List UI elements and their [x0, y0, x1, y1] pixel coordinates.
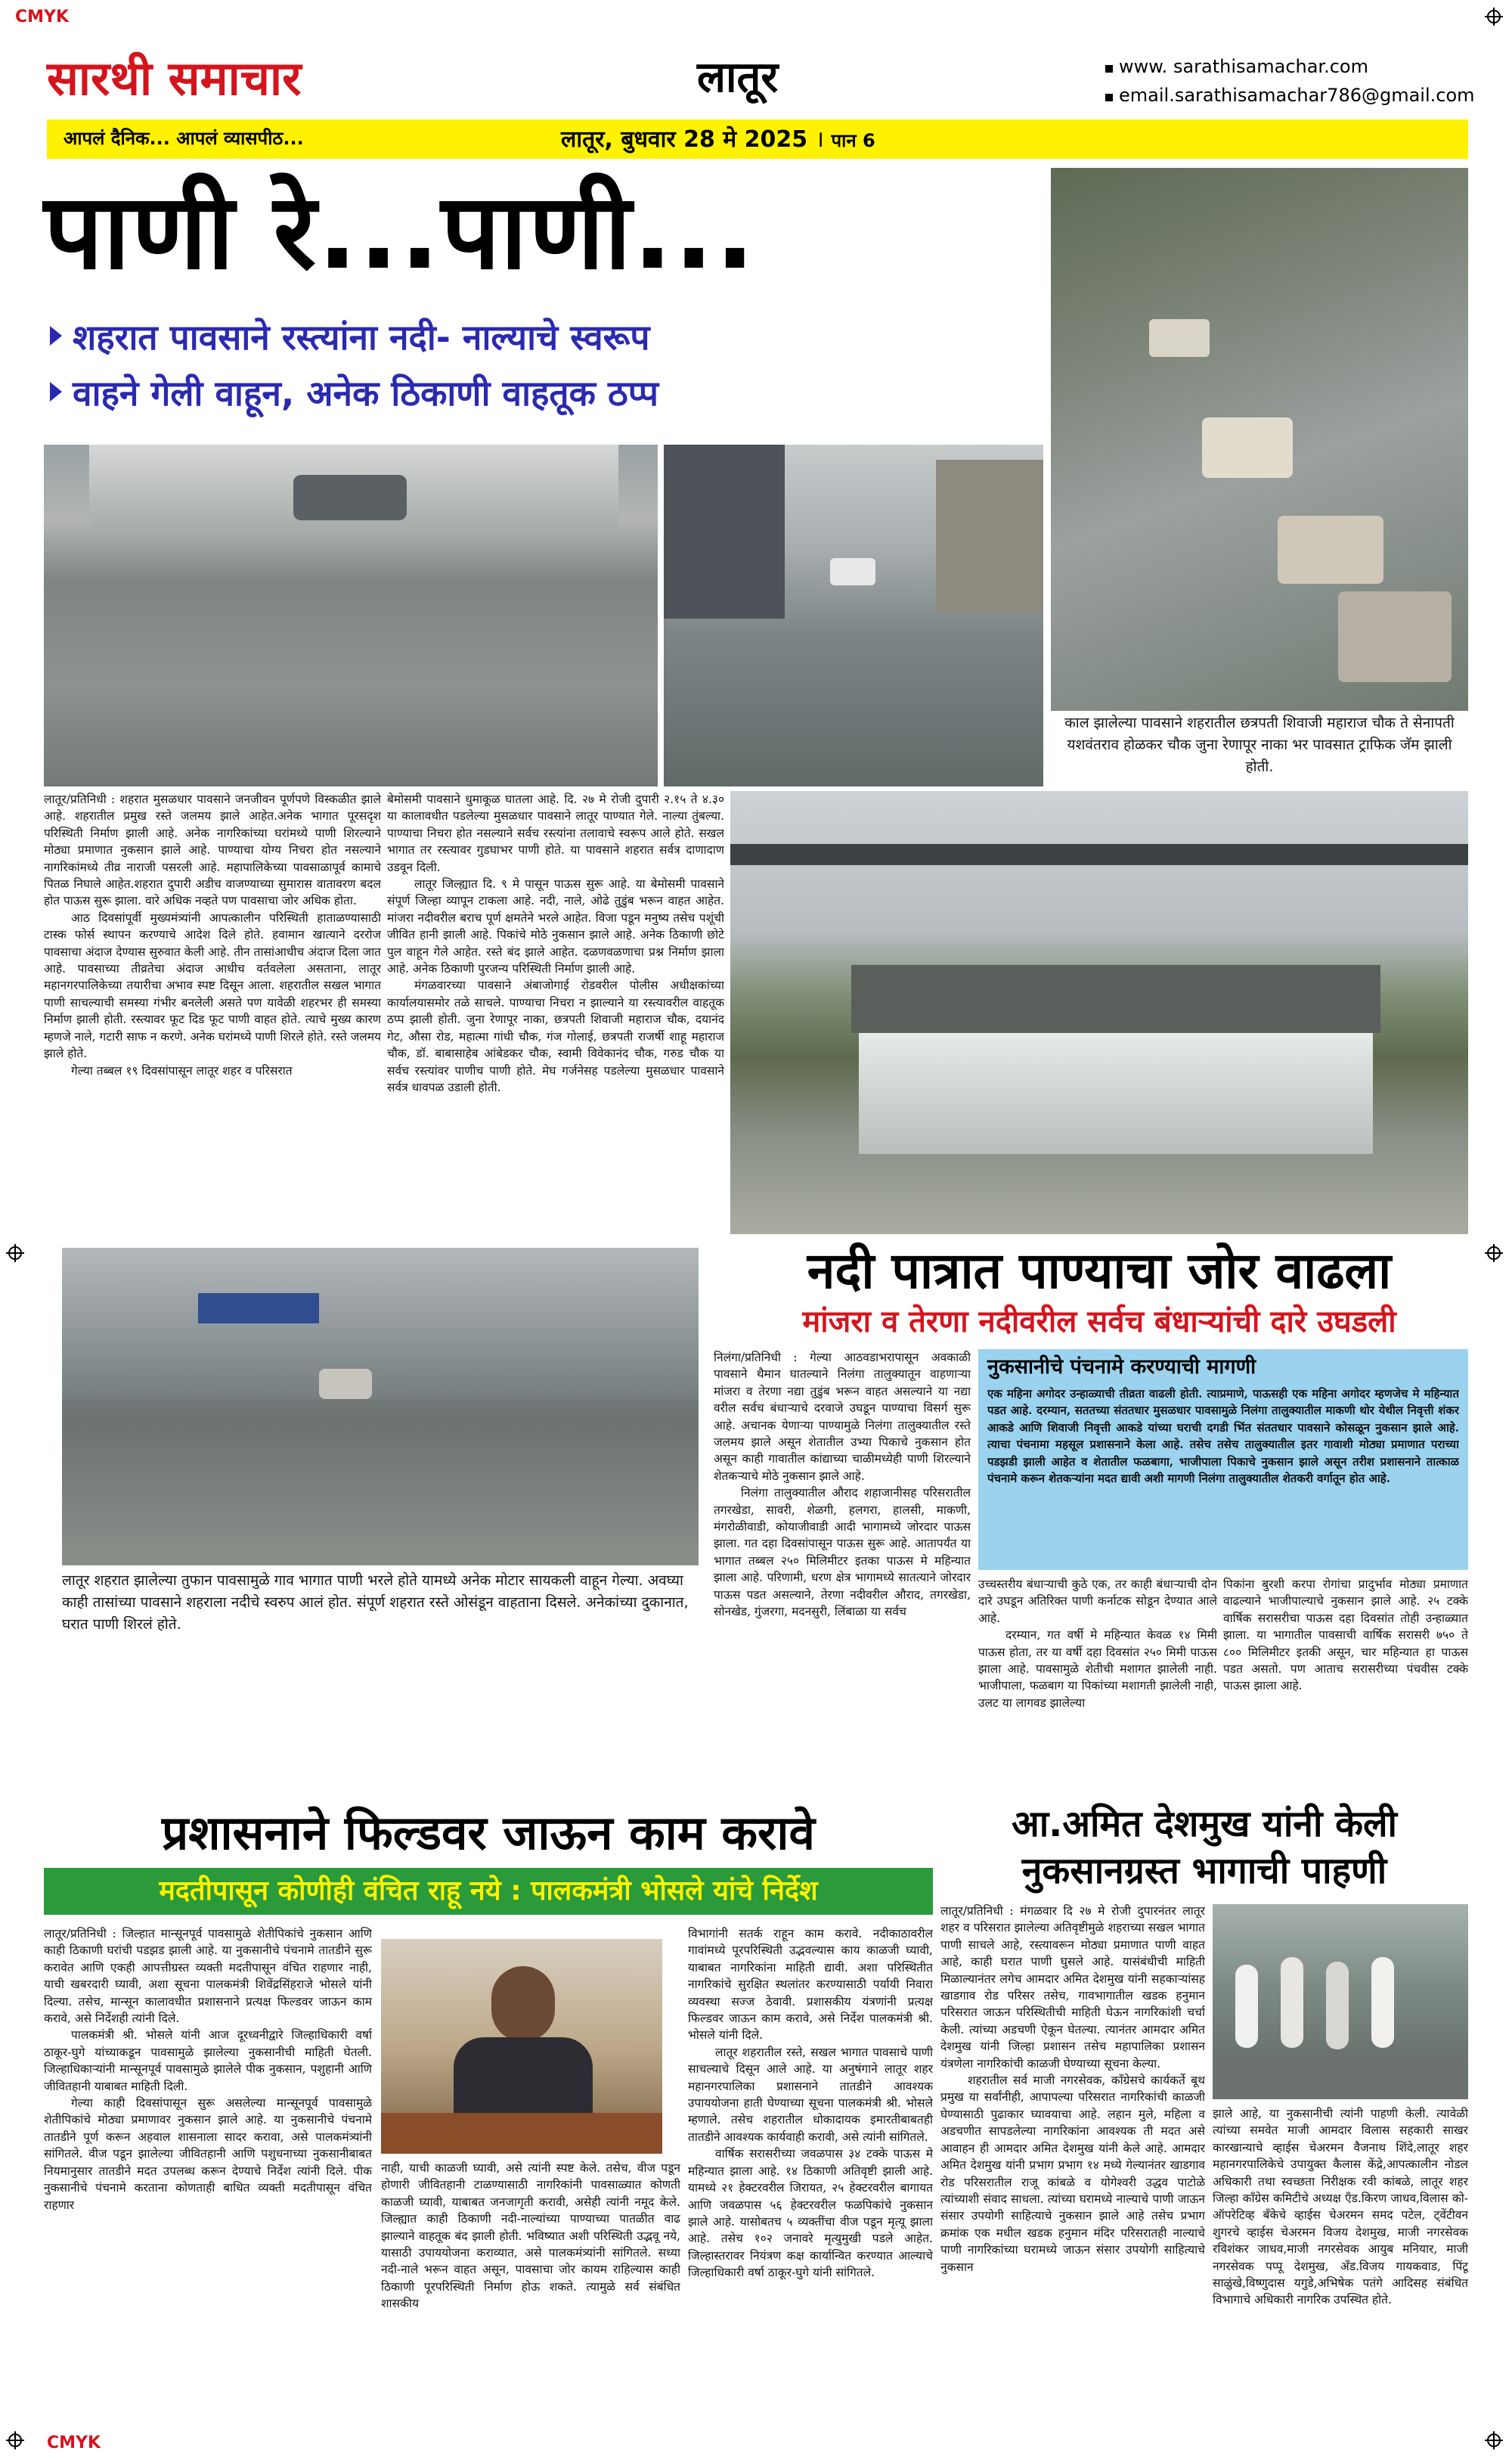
- bullet-icon: [50, 382, 62, 402]
- dateline: [561, 123, 875, 154]
- paragraph: शहरातील सर्व माजी नगरसेवक, कॉंग्रेसचे कार्यकर्ते बूथ प्रमुख या सर्वांनीही, आपापल्या परिसरात नागरिकांची काळजी घेण्यासाठी पुढाकार घ्यावयाचा आहे. लहान मुले, महिला व अडचणीत सापडलेल्या नागरिकांना आवश्यक ती मदत असे आवाहन ही आमदार अमित देशमुख यांनी केले आहे. आमदार अमित देशमुख यांनी प्रभाग प्रभाग १४ मध्ये गेल्यानंतर खाडगाव रोड परिसरातील राजू कांबळे व योगेश्वरी उद्धव पाटोळे त्यांच्याशी संवाद साधला. त्यांच्या घरामध्ये नाल्याचे पाणी जाऊन संसार उपयोगी साहित्याचे नुकसान झाले आहे तसेच प्रभाग क्रमांक एक मधील खडक हनुमान मंदिर परिसरातही नाल्याचे पाणी नागरिकांच्या घरामध्ये जाऊन संसार उपयोगी साहित्याचे नुकसान: [940, 2074, 1205, 2274]
- street-flood-photo: [664, 445, 1043, 786]
- web-icon: [1105, 65, 1113, 73]
- paragraph: पिकांना बुरशी करपा रोगांचा प्रादुर्भाव मोठ्या प्रमाणात वाढल्याने भाजीपाल्याचे नुकसान झाले आहे. २५ टक्के वार्षिक सरासरीचा पाऊस दहा दिवसांत तोही उन्हाळ्यात झाला. या भागातील पावसाची वार्षिक सरासरी ७५० ते ८०० मिलिमीटर इतकी असून, चार महिन्यात हा पाऊस पडत असतो. पण आताच सरासरीच्या पंचवीस टक्के पाऊस झाला आहे.: [1223, 1577, 1468, 1693]
- admin-headline: प्रशासनाने फिल्डवर जाऊन काम करावे: [162, 1805, 815, 1860]
- masthead-tagline: आपलं दैनिक... आपलं व्यासपीठ...: [64, 128, 304, 149]
- paragraph: निलंगा तालुक्यातील औराद शहाजानीसह परिसरातील तगरखेडा, सावरी, शेळगी, हलगरा, हालसी, माकणी, मंगरोळीवाडी, कोयाजीवाडी आदी भागामध्ये जोरदार पाऊस झाला. गत दहा दिवसांपासून पाऊस सुरू आहे. आतापर्यंत या भागात तब्बल २५० मिलिमीटर इतका पाऊस मे महिन्यात झाला आहे. परिणामी, धरण क्षेत्र भागामध्ये सातत्याने जोरदार पाऊस पडत असल्याने, तेरणा नदीवरील औराद, तगरखेडा, सोनखेड, गुंजरगा, मदनसुरी, लिंबाळा या सर्वच: [714, 1486, 971, 1619]
- masthead: [47, 44, 1475, 159]
- dam-gates-photo: [730, 791, 1468, 1234]
- dateline-date: लातूर, बुधवार 28 मे 2025: [561, 126, 808, 153]
- amit-column-1: [940, 1903, 1205, 2420]
- paragraph: गेल्या तब्बल १९ दिवसांपासून लातूर शहर व परिसरात: [71, 1063, 293, 1078]
- bullet-icon: [50, 326, 62, 346]
- paragraph: वार्षिक सरासरीच्या जवळपास ३४ टक्के पाऊस मे महिन्यात झाला आहे. १४ ठिकाणी अतिवृष्टी झाली आहे. यामध्ये २१ हेक्टरवरील जिरायत, २५ हेक्टरवरील बागायत आणि जवळपास ५६ हेक्टरवरील फळपिकांचे नुकसान झाले आहे. यासोबतच ५ व्यक्तींचा वीज पडून मृत्यू झाला आहे. तसेच १०२ जनावरे मृत्युमुखी पडले आहेत. जिल्हास्तरावर नियंत्रण कक्ष कार्यान्वित करण्यात आल्याचे जिल्हाधिकारी वर्षा ठाकूर-घुगे यांनी सांगितले.: [688, 2147, 933, 2280]
- river-headline: नदी पात्रात पाण्याचा जोर वाढला: [807, 1242, 1392, 1300]
- admin-column-2: [381, 2160, 680, 2420]
- demand-box-text: एक महिना अगोदर उन्हाळ्याची तीव्रता वाढली होती. त्याप्रमाणे, पाऊसही एक महिना अगोदर म्हणजेच मे महिन्यात पडत आहे. दरम्यान, सततच्या संततधार मुसळधार पावसामुळे निलंगा तालुक्यातील माकणी थोर येथील निवृत्ती शंकर आकडे आणि शिवाजी निवृत्ती आकडे यांच्या घराची दगडी भिंत संततधार पावसाने कोसळून नुकसान झाले आहे. त्याचा पंचनामा महसूल प्रशासनाने केला आहे. तसेच तसेच तालुक्यातील इतर गावाशी मोठ्या प्रमाणात पराच्या पडझडी झाली आहेत व शेतातील फळबागा, भाजीपाला पिकाचे नुकसान झाले असून तरीश प्रशासनाने तात्काळ पंचनामे करून शेतकऱ्यांना मदत द्यावी अशी मागणी निलंगा तालुक्यातील शेतकरी वर्गातून होत आहे.: [987, 1387, 1459, 1486]
- flooded-market-photo: [62, 1248, 699, 1565]
- newspaper-name: सारथी समाचार: [47, 51, 302, 106]
- admin-column-3: [688, 1925, 933, 2420]
- cmyk-bottom: CMYK: [47, 2434, 101, 2452]
- inspection-visit-photo: [1213, 1904, 1468, 2099]
- amit-headline-line-1: आ.अमित देशमुख यांनी केली: [1012, 1803, 1397, 1845]
- registration-mark: [1485, 8, 1503, 26]
- flooded-road-photo: [44, 445, 658, 786]
- demand-box-title: नुकसानीचे पंचनामे करण्याची मागणी: [987, 1355, 1256, 1379]
- paragraph: लातूर शहरातील रस्ते, सखल भागात पावसाचे पाणी साचल्याचे दिसून आले आहे. या अनुषंगाने लातूर शहर महानगरपालिका प्रशासनाने तातडीने आवश्यक उपाययोजना हाती घेण्याच्या सूचना पालकमंत्री श्री. भोसले म्हणाले. तसेच शहरातील धोकादायक इमारतीबाबतही तातडीने आवश्यक कार्यवाही करावी, असे त्यांनी सांगितले.: [688, 2045, 933, 2144]
- paragraph: आठ दिवसांपूर्वी मुख्यमंत्र्यांनी आपत्कालीन परिस्थिती हाताळण्यासाठी टास्क फोर्स स्थापन करण्याचे आदेश दिले होते. हवामान खात्याने दररोज पावसाचा अंदाज देण्यास सुरुवात केली आहे. तीन तासांआधीच अंदाज दिला जात आहे. पावसाच्या तीव्रतेचा अंदाज आधीच वर्तवलेला असताना, लातूर महानगरपालिकेच्या तयारीचा अभाव स्पष्ट दिसून आला. शहरातील सखल भागात पाणी साचल्याची समस्या गंभीर बनलेली असते पण यावेळी शहरभर ही समस्या निर्माण झाली होती. रस्त्यावर फूट दिड फूट पाणी वाहत होते. त्याचे मुख्य कारण म्हणजे नाले, गटारी साफ न करणे. अनेक घरांमध्ये पाणी शिरले होते. रस्ते जलमय झाले होते.: [44, 910, 381, 1061]
- paragraph: निलंगा/प्रतिनिधी : गेल्या आठवडाभरापासून अवकाळी पावसाने थैमान घातल्याने निलंगा तालुक्यातून वाहणाऱ्या मांजरा व तेरणा नद्या तुडुंब भरून वाहत असल्याने या नद्या वरील सर्वच बंधाऱ्याचे दरवाजे उघडून पाण्याचा विसर्ग सुरू आहे. अचानक येणाऱ्या पाण्यामुळे निलंगा तालुक्यातील रस्ते जलमय झाले असून शेतातील उभ्या पिकाचे नुकसान होत असून काही गावातील कांद्याच्या चाळीमध्येही पाणी शिरल्याने शेतकऱ्याचे मोठे नुकसान झाले आहे.: [714, 1351, 971, 1483]
- paragraph: नाही, याची काळजी घ्यावी, असे त्यांनी स्पष्ट केले. तसेच, वीज पडून होणारी जीवितहानी टाळण्यासाठी नागरिकांनी पावसाळ्यात कोणती काळजी घ्यावी, याबाबत जनजागृती करावी, असेही त्यांनी नमूद केले. जिल्ह्यात काही ठिकाणी नदी-नाल्यांच्या पाण्याच्या पातळीत वाढ झाल्याने वाहतूक बंद झाली होती. भविष्यात अशी परिस्थिती उद्भवू नये, यासाठी उपाययोजना कराव्यात, असे पालकमंत्र्यांनी सांगितले. सध्या नदी-नाले भरून वाहत असून, पावसाचा जोर कायम राहिल्यास काही ठिकाणी पूरपरिस्थिती निर्माण होऊ शकते. त्यामुळे सर्व संबंधित शासकीय: [381, 2161, 680, 2311]
- page-number: पान 6: [831, 130, 875, 151]
- paragraph: गेल्या काही दिवसांपासून सुरू असलेल्या मान्सूनपूर्व पावसामुळे शेतीपिकांचे मोठ्या प्रमाणावर नुकसान झाले आहे. या नुकसानीचे पंचनामे तातडीने पूर्ण करून अहवाल शासनाला सादर करावा, असे पालकमंत्र्यांनी सांगितले. वीज पडून झालेल्या जीवितहानी आणि पशुधनाच्या नुकसानीबाबत नियमानुसार तातडीने मदत उपलब्ध करून देण्याचे निर्देश त्यांनी दिले. पीक नुकसानीचे पंचनामे करताना कोणताही बाधित व्यक्ती मदतीपासून वंचित राहणार: [44, 2096, 372, 2212]
- lead-subheadline-1: शहरात पावसाने रस्त्यांना नदी- नाल्याचे स्वरूप: [73, 317, 650, 358]
- lead-headline: पाणी रे...पाणी...: [44, 171, 757, 293]
- registration-mark: [1485, 1244, 1503, 1262]
- paragraph: विभागांनी सतर्क राहून काम करावे. नदीकाठावरील गावांमध्ये पूरपरिस्थिती उद्भवल्यास काय काळजी घ्यावी, याबाबत नागरिकांना माहिती द्यावी. अशा परिस्थितीत नागरिकांचे सुरक्षित स्थलांतर करण्यासाठी पर्यायी निवारा व्यवस्था सज्ज ठेवावी. प्रशासकीय यंत्रणांनी प्रत्यक्ष फिल्डवर जाऊन काम करावे, असे निर्देश पालकमंत्री श्री. भोसले यांनी दिले.: [688, 1927, 933, 2043]
- paragraph: लातूर/प्रतिनिधी : मंगळवार दि २७ मे रोजी दुपारनंतर लातूर शहर व परिसरात झालेल्या अतिवृष्टीमुळे शहराच्या सखल भागात पाणी साचले आहे, रस्त्यावरून मोठ्या प्रमाणात पाणी वाहत आहे, काही घरात पाणी घुसले आहे. यासंबंधीची माहिती मिळाल्यानंतर लगेच आमदार अमित देशमुख यांनी सहकाऱ्यांसह खाडगाव रोड परिसर तसेच, गावभागातील खडक हनुमान परिसरात जाऊन परिस्थितीची माहिती घेऊन नागरिकांशी चर्चा केली. त्यांच्या अडचणी ऐकून घेतल्या. त्यानंतर आमदार अमित देशमुख यांनी जिल्हा प्रशासन तसेच महापालिका प्रशासन यंत्रणेला नागरिकांची काळजी घेण्याच्या सूचना केल्या.: [940, 1904, 1205, 2071]
- river-subheadline: मांजरा व तेरणा नदीवरील सर्वच बंधाऱ्यांची दारे उघडली: [802, 1304, 1396, 1339]
- paragraph: लातूर/प्रतिनिधी : जिल्हात मान्सूनपूर्व पावसामुळे शेतीपिकांचे नुकसान आणि काही ठिकाणी घरांची पडझड झाली आहे. या नुकसानीचे पंचनामे तातडीने सुरू करावेत आणि एकही आपत्तीग्रस्त व्यक्ती मदतीपासून वंचित राहणार नाही, याची खबरदारी घ्यावी, अशा सूचना पालकमंत्री शिवेंद्रसिंहराजे भोसले यांनी दिल्या. तसेच, मान्सून कालावधीत प्रशासनाने प्रत्यक्ष फिल्डवर जाऊन काम करावे, असे निर्देशही त्यांनी दिले.: [44, 1927, 372, 2026]
- registration-mark: [6, 2431, 24, 2449]
- admin-subheadline: मदतीपासून कोणीही वंचित राहू नये : पालकमंत्री भोसले यांचे निर्देश: [159, 1875, 818, 1906]
- flood-photo-caption: लातूर शहरात झालेल्या तुफान पावसामुळे गाव भागात पाणी भरले होते यामध्ये अनेक मोटार सायकली वाहून गेल्या. अवघ्या काही तासांच्या पावसाने शहराला नदीचे स्वरुप आलं होत. संपूर्ण शहरात रस्ते ओसंडून वाहताना दिसले. अनेकांच्या दुकानात, घरात पाणी शिरलं होते.: [62, 1572, 689, 1633]
- amit-headline-line-2: नुकसानग्रस्त भागाची पाहणी: [1021, 1850, 1387, 1892]
- paragraph: दरम्यान, गत वर्षी मे महिन्यात केवळ १४ मिमी पाऊस होता, तर या वर्षी दहा दिवसांत २५० मिमी पाऊस झाला आहे. पावसामुळे शेतीची मशागत झालेली नाही. भाजीपाला, फळबाग या पिकांच्या मशागती झालेली नाही, उलट या लागवड झालेल्या: [978, 1628, 1217, 1710]
- lead-column-1: [44, 791, 381, 1225]
- paragraph: पालकमंत्री श्री. भोसले यांनी आज दूरध्वनीद्वारे जिल्हाधिकारी वर्षा ठाकूर-घुगे यांच्याकडून पावसामुळे झालेल्या नुकसानीची माहिती घेतली. जिल्हाधिकाऱ्यांनी मान्सूनपूर्व पावसामुळे झालेले पीक नुकसान, पशुहानी आणि जीवितहानी याबाबत माहिती दिली.: [44, 2028, 372, 2093]
- admin-subheadline-band: [44, 1868, 933, 1915]
- paragraph: बेमोसमी पावसाने धुमाकूळ घातला आहे. दि. २७ मे रोजी दुपारी २.१५ ते ४.३० या कालावधीत पडलेल्या मुसळधार पावसाने लातूर पाण्यात गेले. नाल्या तुंबल्या. पाण्याचा निचरा होत नसल्याने सर्वच रस्त्यांना तलावाचे स्वरूप आले होते. सखल भागात तर रस्त्यावर गुडघाभर पाणी होते. या पावसाने शहरात सर्वत्र दाणादाण उडवून दिली.: [387, 793, 724, 874]
- cmyk-top: CMYK: [15, 8, 70, 26]
- river-column-1: [714, 1349, 971, 1667]
- admin-column-1: [44, 1925, 372, 2420]
- paragraph: मंगळवारच्या पावसाने अंबाजोगाई रोडवरील पोलीस अधीक्षकांच्या कार्यालयासमोर तळे साचले. पाण्याचा निचरा न झाल्याने या रस्त्यावरील वाहतूक ठप्प झाली होती. जुना रेणापूर नाका, छत्रपती शिवाजी महाराज चौक, दयानंद गेट, औसा रोड, महात्मा गांधी चौक, गंज गोलाई, छत्रपती राजर्षी शाहू महाराज चौक, डॉ. बाबासाहेब आंबेडकर चौक, स्वामी विवेकानंद चौक, गरुड चौक या सर्वच रस्त्यांवर पाणीच पाणी होते. मेघ गर्जनेसह पडलेल्या मुसळधार पावसाने सर्वत्र धावपळ उडाली होती.: [387, 979, 724, 1094]
- lead-subheadline-2: वाहने गेली वाहून, अनेक ठिकाणी वाहतूक ठप्प: [73, 373, 658, 414]
- traffic-photo-caption: काल झालेल्या पावसाने शहरातील छत्रपती शिवाजी महाराज चौक ते सेनापती यशवंतराव होळकर चौक जुना रेणापूर नाका भर पावसात ट्राफिक जॅम झाली होती.: [1064, 715, 1455, 775]
- masthead-city: लातूर: [697, 53, 779, 102]
- minister-portrait-photo: [381, 1939, 662, 2154]
- demand-box: [978, 1349, 1468, 1570]
- dateline-sep: ।: [815, 126, 832, 153]
- registration-mark: [1485, 2431, 1503, 2449]
- email-link[interactable]: email.sarathisamachar786@gmail.com: [1119, 85, 1475, 106]
- email-icon: [1105, 94, 1113, 101]
- traffic-jam-photo: [1051, 168, 1468, 711]
- website-link[interactable]: www. sarathisamachar.com: [1119, 56, 1368, 77]
- paragraph: लातूर जिल्ह्यात दि. ९ मे पासून पाऊस सुरू आहे. या बेमोसमी पावसाने संपूर्ण जिल्हा व्यापून टाकला आहे. नदी, नाले, ओढे तुडुंब भरून वाहत आहेत. मांजरा नदीवरील बराच पूर्ण क्षमतेने भरले आहेत. विजा पडून मनुष्य तसेच पशूंची जीवित हानी झाली आहे. पिकांचे मोठे नुकसान झाले आहे. अनेक ठिकाणी छोटे पुल वाहून गेले आहेत. रस्ते बंद झाले आहेत. दळणवळणाचा प्रश्न निर्माण झाला आहे. अनेक ठिकाणी पुरजन्य परिस्थिती निर्माण झाली आहे.: [387, 877, 724, 976]
- registration-mark: [6, 1244, 24, 1262]
- amit-column-2: [1213, 2105, 1468, 2420]
- river-column-3: [1223, 1576, 1468, 1727]
- paragraph: लातूर/प्रतिनिधी : शहरात मुसळधार पावसाने जनजीवन पूर्णपणे विस्कळीत झाले आहे. शहरातील प्रमुख रस्ते जलमय झाले आहेत.अनेक भागात पूरसदृश परिस्थिती निर्माण झाली आहे. अनेक नागरिकांच्या घरांमध्ये पाणी शिरल्याने मोठ्या प्रमाणात नुकसान झाले आहे. पाण्याचा योग्य निचरा होत नसल्याने नागरिकांमध्ये तीव्र नाराजी पसरली आहे. महापालिकेच्या पावसाळापूर्व कामाचे पितळ निघाले आहेत.शहरात दुपारी अडीच वाजण्याच्या सुमारास वातावरण बदल होत पाऊस सुरू झाला. वारे अधिक नव्हते पण पावसाचा जोर अधिक होता.: [44, 793, 381, 908]
- lead-column-2: [387, 791, 724, 1225]
- paragraph: उच्चस्तरीय बंधाऱ्याची कुठे एक, तर काही बंधाऱ्याची दोन दारे उघडून अतिरिक्त पाणी कर्नाटक सोडून देण्यात आले आहे.: [978, 1577, 1217, 1625]
- paragraph: झाले आहे, या नुकसानीची त्यांनी पाहणी केली. त्यावेळी त्यांच्या समवेत माजी आमदार विलास सहकारी साखर कारखान्याचे व्हाईस चेअरमन वैजनाथ शिंदे,लातूर शहर महानगरपालिकेचे उपायुक्त कैलास केंद्रे,आपत्कालीन नोडल अधिकारी तथा स्वच्छता निरीक्षक रवी कांबळे, लातूर शहर जिल्हा कॉंग्रेस कमिटीचे अध्यक्ष एँड.किरण जाधव,विलास को-ऑपरेटिव्ह बँकेचे व्हाईस चेअरमन समद पटेल, ट्वेंटीवन शुगरचे व्हाईस चेअरमन विजय देशमुख, माजी नगरसेवक रविशंकर जाधव,माजी नगरसेवक आयुब मनियार, माजी नगरसेवक पप्पू देशमुख, अँड.विजय गायकवाड, पिंटू साळुंखे,विष्णुदास यगुडे,अभिषेक पतंगे आदिसह संबंधित विभागाचे अधिकारी नागरिक उपस्थित होते.: [1213, 2107, 1468, 2307]
- river-column-2: [978, 1576, 1217, 1739]
